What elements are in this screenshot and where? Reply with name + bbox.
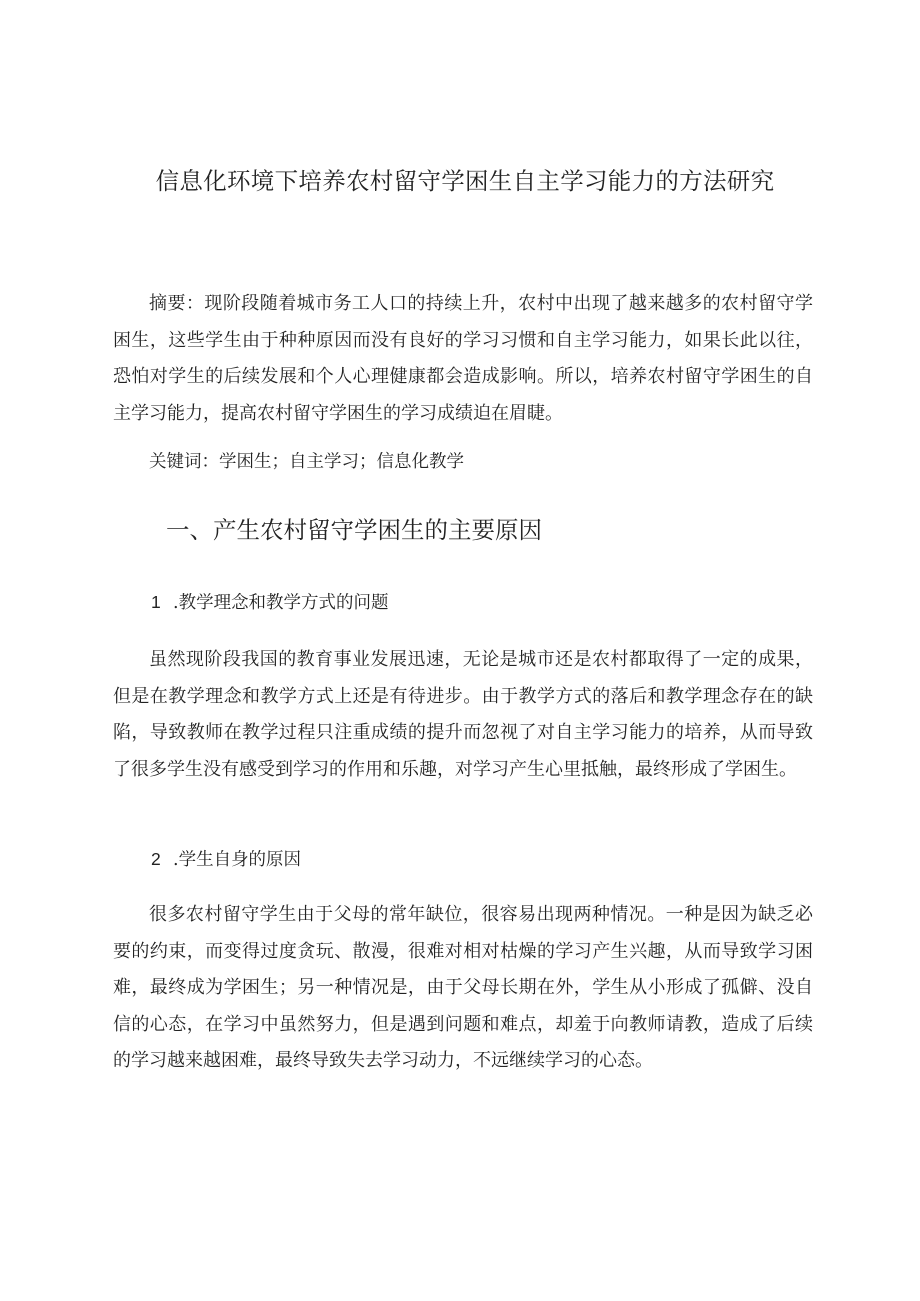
document-title: 信息化环境下培养农村留守学困生自主学习能力的方法研究	[155, 167, 775, 195]
body-paragraph: 虽然现阶段我国的教育事业发展迅速，无论是城市还是农村都取得了一定的成果，但是在教学理念和教学方式上还是有待进步。由于教学方式的落后和教学理念存在的缺陷，导致教师在教学过程只注重成绩的提升而忽视了对自主学习能力的培养，从而导致了很多学生没有感受到学习的作用和乐趣，对学习产生心里抵触，最终形成了学困生。	[113, 649, 813, 780]
body-paragraph: 很多农村留守学生由于父母的常年缺位，很容易出现两种情况。一种是因为缺乏必要的约束，而变得过度贪玩、散漫，很难对相对枯燥的学习产生兴趣，从而导致学习困难，最终成为学困生；另一种情况是，由于父母长期在外，学生从小形成了孤僻、没自信的心态，在学习中虽然努力，但是遇到问题和难点，却羞于向教师请教，造成了后续的学习越来越困难，最终导致失去学习动力，不远继续学习的心态。	[113, 904, 813, 1071]
abstract-paragraph: 摘要：现阶段随着城市务工人口的持续上升，农村中出现了越来越多的农村留守学困生，这些学生由于种种原因而没有良好的学习习惯和自主学习能力，如果长此以往，恐怕对学生的后续发展和个人心理健康都会造成影响。所以，培养农村留守学困生的自主学习能力，提高农村留守学困生的学习成绩迫在眉睫。	[113, 293, 813, 424]
subsection-number: 1	[151, 592, 161, 612]
subsection-heading	[151, 844, 301, 875]
section-heading: 一、产生农村留守学困生的主要原因	[166, 516, 542, 544]
subsection-number: 2	[151, 849, 161, 869]
subsection-title: .学生自身的原因	[173, 850, 302, 870]
subsection-heading	[151, 587, 389, 618]
subsection-title: .教学理念和教学方式的问题	[173, 593, 389, 613]
keywords-line: 关键词：学困生；自主学习；信息化教学	[149, 452, 464, 472]
